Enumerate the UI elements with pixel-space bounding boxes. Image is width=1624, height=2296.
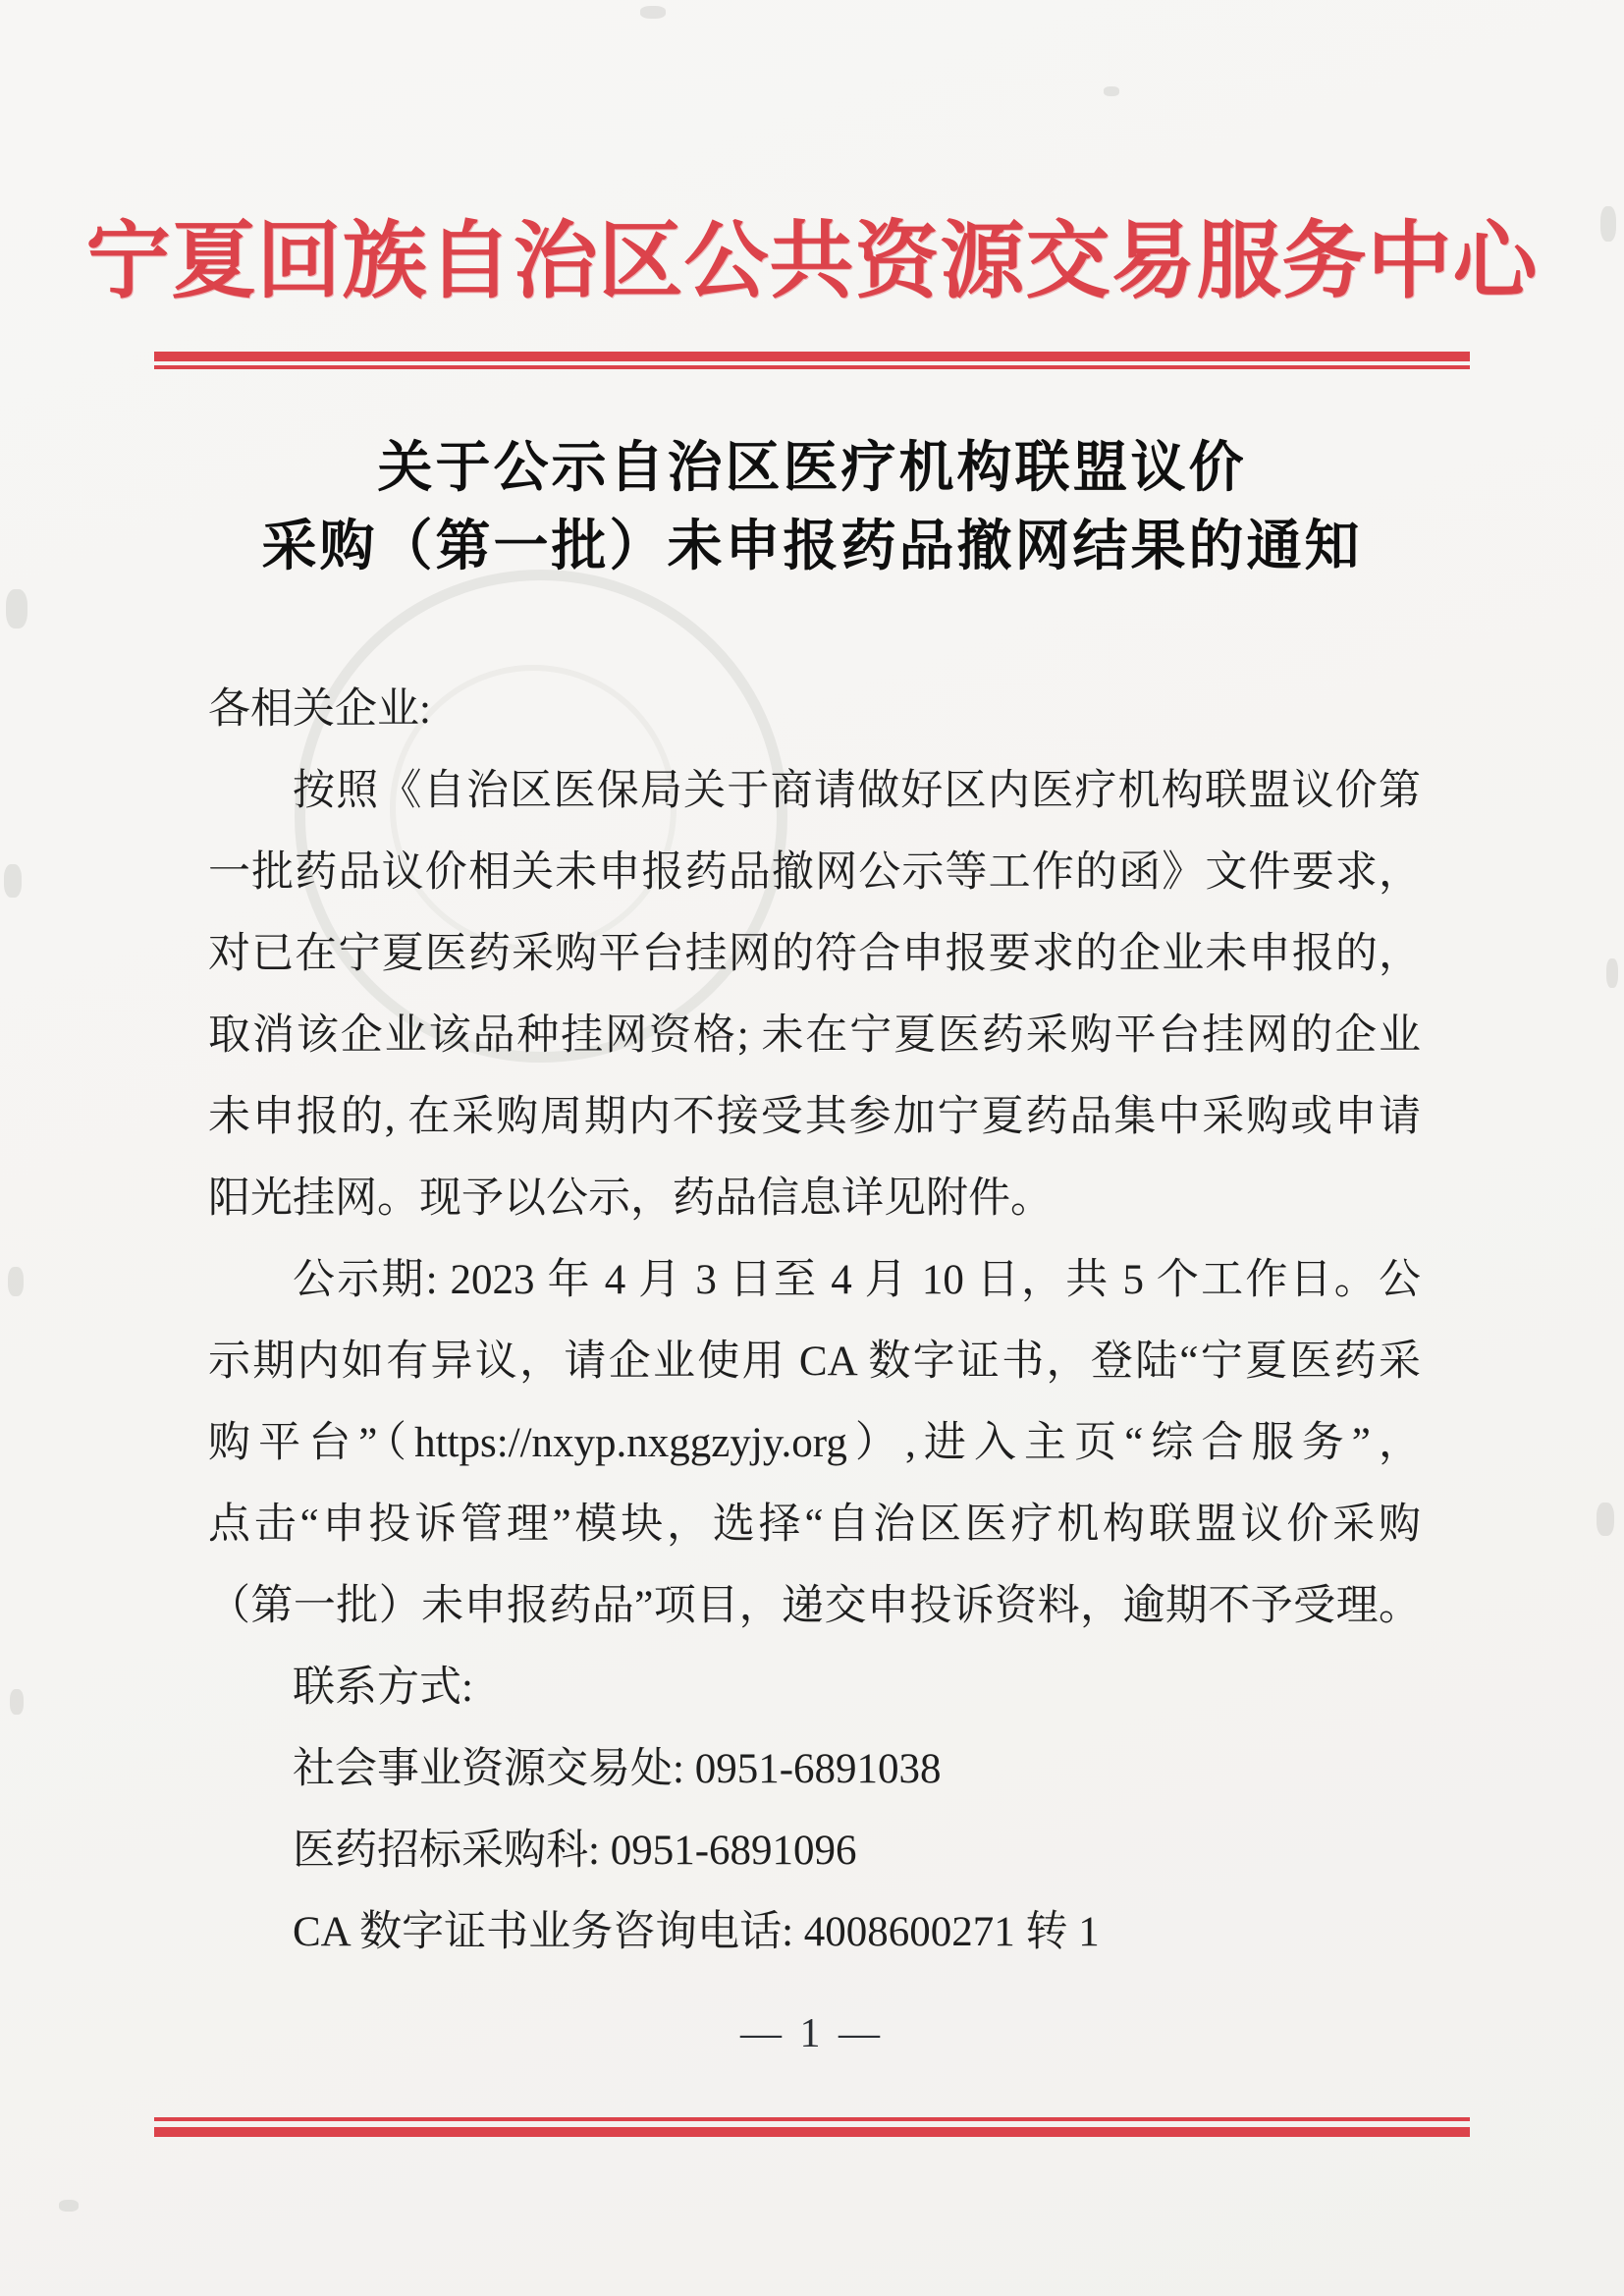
body-line-text: 公示期: 2023 年 4 月 3 日至 4 月 10 日，共 5 个工作日。公	[293, 1257, 1421, 1303]
notice-body	[208, 669, 1421, 1973]
body-line	[208, 995, 1421, 1076]
body-line-text: 点击“申投诉管理”模块，选择“自治区医疗机构联盟议价采购	[208, 1502, 1421, 1548]
body-line-text: 阳光挂网。现予以公示，药品信息详见附件。	[208, 1175, 1053, 1222]
body-line-text: 一批药品议价相关未申报药品撤网公示等工作的函》文件要求，	[208, 849, 1421, 896]
divider-thin-line	[154, 365, 1470, 369]
body-line	[208, 1239, 1421, 1321]
body-line	[208, 1321, 1421, 1402]
body-line	[208, 1810, 1421, 1891]
body-line-text: （第一批）未申报药品”项目，递交申投诉资料，逾期不予受理。	[208, 1583, 1421, 1629]
body-line-text: 医药招标采购科: 0951-6891096	[293, 1828, 857, 1874]
body-line-text: 取消该企业该品种挂网资格; 未在宁夏医药采购平台挂网的企业	[208, 1012, 1421, 1059]
body-line	[208, 750, 1421, 832]
body-line-text: CA 数字证书业务咨询电话: 4008600271 转 1	[293, 1909, 1100, 1955]
body-line	[208, 1565, 1421, 1647]
page-number: — 1 —	[740, 2011, 884, 2056]
body-line	[208, 913, 1421, 995]
letterhead-divider	[154, 352, 1470, 369]
notice-title-line1: 关于公示自治区医疗机构联盟议价	[377, 438, 1247, 499]
body-line	[208, 669, 1421, 750]
scan-artifact	[59, 2200, 79, 2212]
body-line-text: 对已在宁夏医药采购平台挂网的符合申报要求的企业未申报的，	[208, 931, 1421, 977]
body-line	[208, 1891, 1421, 1973]
scan-artifact	[6, 589, 27, 629]
scan-artifact	[1104, 86, 1119, 96]
body-line-text: 各相关企业:	[208, 686, 431, 733]
body-line	[208, 1484, 1421, 1565]
body-line-text: 联系方式:	[293, 1665, 473, 1711]
body-line-text: 按照《自治区医保局关于商请做好区内医疗机构联盟议价第	[293, 768, 1421, 814]
body-line-text: 购平台”（https://nxyp.nxggzyjy.org）,进入主页“综合服务”，	[208, 1420, 1421, 1466]
notice-title-line2: 采购（第一批）未申报药品撤网结果的通知	[261, 517, 1363, 577]
scan-artifact	[10, 1689, 24, 1715]
scan-artifact	[640, 6, 666, 19]
body-line	[208, 1728, 1421, 1810]
body-line	[208, 832, 1421, 913]
scan-artifact	[1606, 958, 1618, 988]
letterhead-org-title: 宁夏回族自治区公共资源交易服务中心	[85, 214, 1539, 308]
body-line-text: 社会事业资源交易处: 0951-6891038	[293, 1746, 942, 1792]
body-line	[208, 1647, 1421, 1728]
body-line-text: 示期内如有异议，请企业使用 CA 数字证书，登陆“宁夏医药采	[208, 1339, 1421, 1385]
scan-artifact	[1597, 1503, 1614, 1536]
notice-title	[0, 429, 1624, 586]
footer-divider	[154, 2117, 1470, 2137]
body-line	[208, 1158, 1421, 1239]
body-line	[208, 1402, 1421, 1484]
body-line-text: 未申报的, 在采购周期内不接受其参加宁夏药品集中采购或申请	[208, 1094, 1421, 1140]
scan-artifact	[4, 864, 22, 898]
footer-thick-line	[154, 2127, 1470, 2137]
scan-artifact	[8, 1267, 24, 1296]
body-line	[208, 1076, 1421, 1158]
footer-thin-line	[154, 2117, 1470, 2121]
divider-thick-line	[154, 352, 1470, 361]
